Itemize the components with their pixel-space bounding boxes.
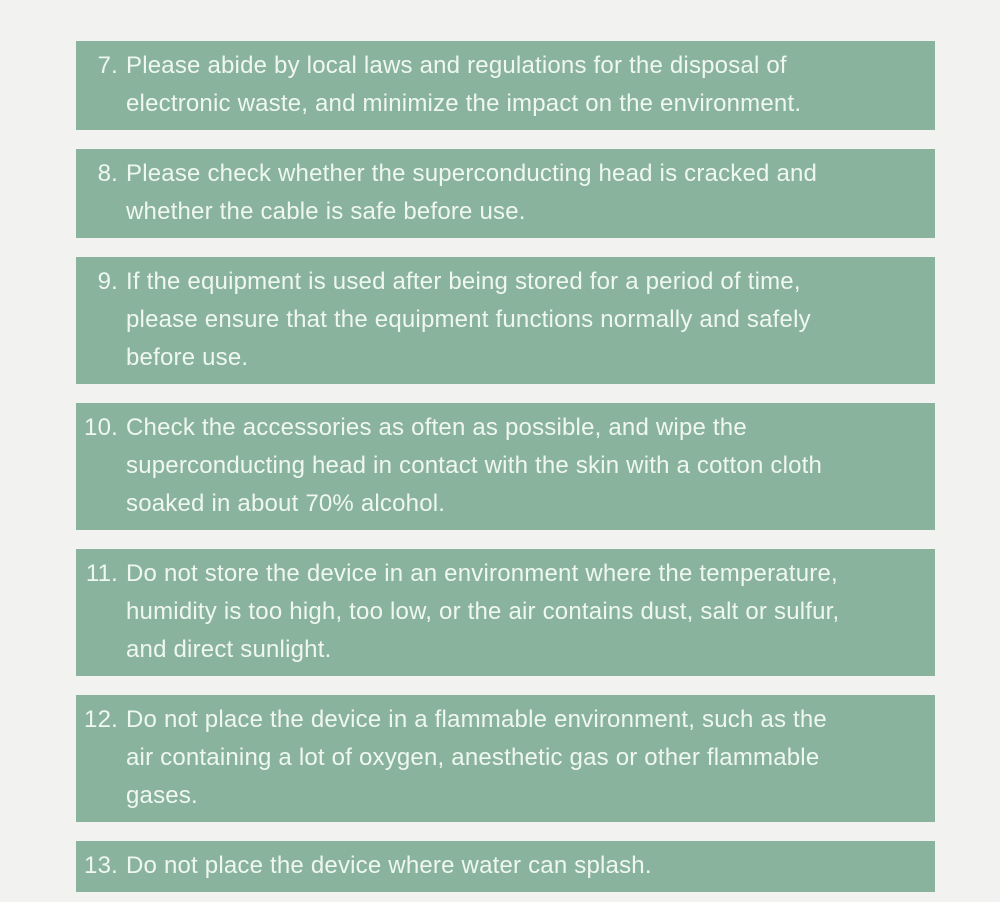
- instruction-number: 8.: [97, 160, 118, 187]
- instruction-first-line: [76, 409, 919, 447]
- instruction-text: Do not place the device in a flammable environment, such as the: [126, 706, 827, 733]
- instruction-text-continued: superconducting head in contact with the skin with a cotton cloth: [126, 452, 823, 479]
- instruction-block: [76, 695, 935, 822]
- instruction-text: Please check whether the superconducting head is cracked and: [126, 160, 818, 187]
- instruction-text-continued: air containing a lot of oxygen, anesthetic gas or other flammable: [126, 744, 820, 771]
- instruction-first-line: [76, 847, 919, 885]
- instruction-text-continued: electronic waste, and minimize the impact on the environment.: [126, 90, 802, 117]
- instruction-text-continued: gases.: [126, 782, 198, 809]
- instruction-number: 11.: [85, 560, 118, 587]
- instruction-number: 10.: [84, 414, 118, 441]
- instruction-first-line: [76, 47, 919, 85]
- instruction-text-continued: humidity is too high, too low, or the air contains dust, salt or sulfur,: [126, 598, 840, 625]
- instruction-first-line: [76, 555, 919, 593]
- instruction-number: 13.: [84, 852, 118, 879]
- instruction-text-continued: before use.: [126, 344, 249, 371]
- instruction-first-line: [76, 701, 919, 739]
- instruction-text: Do not place the device where water can splash.: [126, 852, 652, 879]
- instruction-block: [76, 549, 935, 676]
- instruction-block: [76, 841, 935, 892]
- instruction-block: [76, 149, 935, 238]
- instruction-text-continued: soaked in about 70% alcohol.: [126, 490, 446, 517]
- instruction-text: Please abide by local laws and regulations for the disposal of: [126, 52, 787, 79]
- instruction-block: [76, 41, 935, 130]
- instruction-first-line: [76, 155, 919, 193]
- instruction-text-continued: whether the cable is safe before use.: [126, 198, 526, 225]
- instruction-number: 7.: [97, 52, 118, 79]
- instruction-text: Do not store the device in an environment where the temperature,: [126, 560, 838, 587]
- instruction-first-line: [76, 263, 919, 301]
- instruction-block: [76, 257, 935, 384]
- instruction-text: Check the accessories as often as possible, and wipe the: [126, 414, 747, 441]
- instruction-number: 12.: [84, 706, 118, 733]
- instruction-text-continued: please ensure that the equipment functions normally and safely: [126, 306, 811, 333]
- instruction-text: If the equipment is used after being stored for a period of time,: [126, 268, 801, 295]
- instruction-text-continued: and direct sunlight.: [126, 636, 332, 663]
- instruction-list: [76, 41, 935, 892]
- instruction-block: [76, 403, 935, 530]
- instruction-number: 9.: [97, 268, 118, 295]
